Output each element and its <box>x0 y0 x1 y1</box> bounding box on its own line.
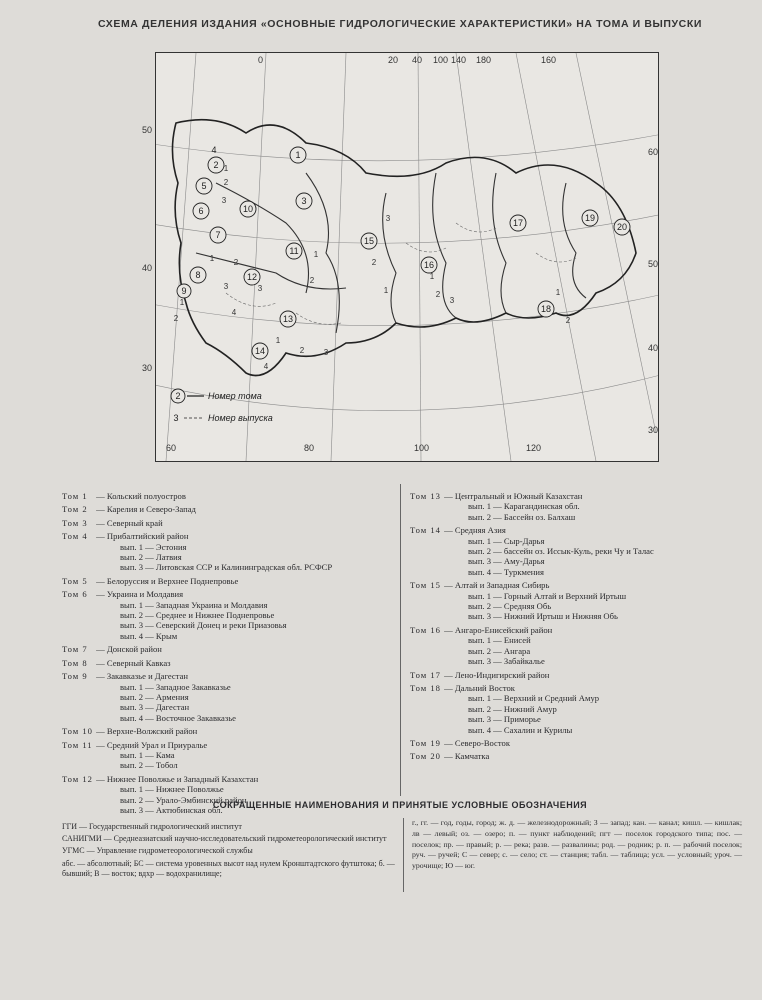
coord-label: 40 <box>412 55 423 65</box>
coord-label: 100 <box>414 443 430 453</box>
issue-mark: 3 <box>221 196 227 205</box>
region-number: 1 <box>295 150 301 160</box>
volume-entry <box>410 738 740 748</box>
volume-number: Том 17 <box>410 669 441 680</box>
coord-label: 50 <box>648 259 659 269</box>
volume-name: Северный край <box>106 517 163 528</box>
dash: — <box>94 531 107 542</box>
volume-entry <box>62 644 392 654</box>
volume-entry <box>410 491 740 501</box>
issue-mark: 1 <box>209 254 215 263</box>
coord-label: 120 <box>526 443 542 453</box>
region-number: 6 <box>198 206 204 216</box>
volume-entry <box>62 518 392 528</box>
coord-label: 160 <box>541 55 557 65</box>
issue-entry: вып. 3 — Приморье <box>468 714 541 725</box>
volume-number: Том 11 <box>62 739 93 750</box>
volume-number: Том 10 <box>62 726 93 737</box>
volume-boundary <box>563 183 586 298</box>
issue-entry: вып. 1 — Западное Закавказье <box>120 681 231 692</box>
issue-mark: 2 <box>565 316 571 325</box>
issue-mark: 1 <box>555 288 561 297</box>
volume-boundary <box>383 193 396 323</box>
volume-name: Камчатка <box>454 751 490 762</box>
coord-label: 0 <box>258 55 264 65</box>
region-number: 20 <box>616 222 628 232</box>
column-divider <box>400 484 401 796</box>
region-number: 18 <box>540 304 552 314</box>
dash: — <box>94 504 107 515</box>
issue-mark: 2 <box>233 258 239 267</box>
volume-name: Ангаро-Енисейский район <box>454 624 553 635</box>
volume-number: Том 9 <box>62 671 88 682</box>
map-drawing <box>156 53 658 461</box>
issue-entry: вып. 3 — Аму-Дарья <box>468 556 545 567</box>
volume-name: Верхне-Волжский район <box>106 726 198 737</box>
abbreviation-entry: САНИГМИ — Среднеазиатский научно-исследовательский гидрометеорологический институт <box>62 834 387 844</box>
issue-entry: вып. 1 — Западная Украина и Молдавия <box>120 599 268 610</box>
volume-entry <box>410 683 740 693</box>
volume-number: Том 18 <box>410 682 441 693</box>
coord-label: 20 <box>388 55 399 65</box>
volume-number: Том 4 <box>62 531 88 542</box>
legend-issue-sample: 3 <box>173 413 179 423</box>
issue-mark: 1 <box>179 298 185 307</box>
volume-number: Том 13 <box>410 491 441 501</box>
volume-number: Том 7 <box>62 644 88 655</box>
dash: — <box>94 726 107 737</box>
issue-entry: вып. 4 — Туркмения <box>468 566 544 577</box>
issue-entry: вып. 3 — Литовская ССР и Калининградская обл. РСФСР <box>120 562 333 573</box>
volume-entry <box>410 670 740 680</box>
meridian-line <box>516 53 596 461</box>
volume-entry <box>62 491 392 501</box>
volume-entry <box>410 625 740 635</box>
region-number: 3 <box>301 196 307 206</box>
country-border <box>172 120 636 376</box>
meridian-line <box>576 53 659 435</box>
volume-name: Карелия и Северо-Запад <box>106 504 196 515</box>
coord-label: 50 <box>142 125 153 135</box>
abbreviation-entry: ГГИ — Государственный гидрологический институт <box>62 822 242 831</box>
map-legend <box>171 389 273 423</box>
dash: — <box>442 669 455 680</box>
column-divider <box>403 818 404 892</box>
dash: — <box>94 575 107 586</box>
region-number: 2 <box>213 160 219 170</box>
issue-entry: вып. 3 — Актюбинская обл. <box>120 804 223 815</box>
issue-entry: вып. 2 — Армения <box>120 691 189 702</box>
issue-boundary <box>226 293 276 306</box>
region-number: 13 <box>282 314 294 324</box>
region-number: 9 <box>181 286 187 296</box>
issue-entry: вып. 2 — Тобол <box>120 760 178 771</box>
issue-mark: 1 <box>275 336 281 345</box>
volume-entry <box>410 580 740 590</box>
issue-mark: 2 <box>435 290 441 299</box>
issue-entry: вып. 1 — Кама <box>120 749 175 760</box>
region-number: 4 <box>211 145 217 155</box>
issue-boundary <box>296 313 341 324</box>
coord-label: 100 <box>433 55 449 65</box>
volume-number: Том 1 <box>62 491 88 501</box>
volume-boundary <box>493 173 506 313</box>
dash: — <box>442 525 455 536</box>
volume-index-right <box>410 488 740 762</box>
volume-name: Северный Кавказ <box>106 657 171 668</box>
volume-index-left <box>62 488 392 815</box>
volume-entry <box>410 525 740 535</box>
issue-entry: вып. 2 — Латвия <box>120 552 182 563</box>
issue-entry: вып. 4 — Сахалин и Курилы <box>468 724 573 735</box>
issue-mark: 4 <box>231 308 237 317</box>
issue-entry: вып. 2 — Урало-Эмбинский район <box>120 794 247 805</box>
issue-mark: 2 <box>299 346 305 355</box>
region-number: 11 <box>289 246 299 256</box>
volume-entry <box>62 740 392 750</box>
legend-volume-sample: 2 <box>175 391 181 401</box>
meridian-line <box>418 53 421 461</box>
abbreviations-title: СОКРАЩЕННЫЕ НАИМЕНОВАНИЯ И ПРИНЯТЫЕ УСЛОВНЫЕ ОБОЗНАЧЕНИЯ <box>212 800 588 810</box>
issue-mark: 1 <box>429 272 435 281</box>
region-number: 15 <box>363 236 375 246</box>
coord-label: 180 <box>476 55 492 65</box>
volume-entry <box>410 751 740 761</box>
volume-entry <box>62 671 392 681</box>
coord-label: 30 <box>648 425 659 435</box>
legend-volume-label: Номер тома <box>208 391 262 401</box>
volume-name: Прибалтийский район <box>106 531 189 542</box>
issue-entry: вып. 4 — Восточное Закавказье <box>120 712 236 723</box>
coord-label: 60 <box>166 443 177 453</box>
issue-entry: вып. 1 — Верхний и Средний Амур <box>468 693 600 704</box>
volume-number: Том 2 <box>62 504 88 515</box>
volume-boundary <box>196 253 346 289</box>
issue-mark: 3 <box>385 214 391 223</box>
dash: — <box>442 737 455 748</box>
volume-name: Украина и Молдавия <box>106 589 184 600</box>
volume-name: Северо-Восток <box>454 737 510 748</box>
volume-name: Центральный и Южный Казахстан <box>454 491 583 501</box>
dash: — <box>94 739 107 750</box>
dash: — <box>94 589 107 600</box>
issue-mark: 3 <box>257 284 263 293</box>
abbreviation-entry: УГМС — Управление гидрометеорологической службы <box>62 846 253 856</box>
volume-name: Средняя Азия <box>454 525 506 536</box>
abbreviations-left <box>62 822 397 881</box>
dash: — <box>442 682 455 693</box>
coord-label: 40 <box>142 263 153 273</box>
volume-number: Том 12 <box>62 773 93 784</box>
region-number: 19 <box>584 213 596 223</box>
volume-entry <box>62 531 392 541</box>
issue-entry: вып. 2 — Ангара <box>468 645 531 656</box>
dash: — <box>442 624 455 635</box>
meridian-line <box>331 53 346 461</box>
volume-name: Белоруссия и Верхнее Поднепровье <box>106 575 239 586</box>
region-number: 5 <box>201 181 207 191</box>
coord-label: 30 <box>142 363 153 373</box>
volume-name: Закавказье и Дагестан <box>106 671 189 682</box>
issue-entry: вып. 3 — Забайкалье <box>468 656 545 667</box>
volume-name: Алтай и Западная Сибирь <box>454 580 550 591</box>
page-title: СХЕМА ДЕЛЕНИЯ ИЗДАНИЯ «ОСНОВНЫЕ ГИДРОЛОГИЧЕСКИЕ ХАРАКТЕРИСТИКИ» НА ТОМА И ВЫПУСКИ <box>97 18 703 30</box>
volume-name: Кольский полуостров <box>106 491 186 501</box>
issue-entry: вып. 4 — Крым <box>120 630 178 641</box>
issue-entry: вып. 1 — Сыр-Дарья <box>468 535 545 546</box>
region-number: 12 <box>246 272 258 282</box>
volume-entry <box>62 658 392 668</box>
dash: — <box>442 491 455 501</box>
dash: — <box>94 671 107 682</box>
volume-number: Том 3 <box>62 517 88 528</box>
dash: — <box>94 644 107 655</box>
issue-entry: вып. 1 — Эстония <box>120 541 187 552</box>
volume-name: Нижнее Поволжье и Западный Казахстан <box>106 773 259 784</box>
issue-entry: вып. 3 — Северский Донец и реки Приазовья <box>120 620 287 631</box>
issue-mark: 1 <box>383 286 389 295</box>
legend-issue-label: Номер выпуска <box>208 413 273 423</box>
issue-entry: вып. 2 — Нижний Амур <box>468 703 557 714</box>
volume-number: Том 8 <box>62 657 88 668</box>
volume-number: Том 14 <box>410 525 441 536</box>
volume-name: Донской район <box>106 644 162 655</box>
volume-number: Том 5 <box>62 575 88 586</box>
dash: — <box>442 751 455 762</box>
coord-label: 80 <box>304 443 315 453</box>
issue-entry: вып. 3 — Нижний Иртыш и Нижняя Обь <box>468 611 618 622</box>
issue-entry: вып. 2 — Средняя Обь <box>468 601 552 612</box>
dash: — <box>94 657 107 668</box>
parallel-line <box>156 133 658 161</box>
volume-number: Том 19 <box>410 737 441 748</box>
dash: — <box>94 491 107 501</box>
issue-mark: 3 <box>449 296 455 305</box>
region-number: 16 <box>423 260 435 270</box>
issue-entry: вып. 1 — Карагандинская обл. <box>468 501 580 512</box>
volume-number: Том 20 <box>410 751 441 762</box>
issue-mark: 4 <box>263 362 269 371</box>
volume-number: Том 15 <box>410 580 441 591</box>
abbreviation-entry: абс. — абсолютный; БС — система уровенных высот над нулем Кронштадтского футштока; б. — бывший; В — восток; вдхр — водохранилище; <box>62 858 395 878</box>
region-number: 10 <box>242 204 254 214</box>
volume-entry <box>62 576 392 586</box>
issue-mark: 2 <box>173 314 179 323</box>
abbreviations-right: г., гг. — год, годы, город; ж. д. — железнодорожный; З — запад; кан. — канал; кишл. — кишлак; лв — левый; оз. — озеро; п. — пункт наблюдений; пгт — поселок городского типа; пос. — поселок; пр. — правый; р. — река; разв. — развалины; род. — родник; р. п. — рабочий поселок; руч. — ручей; С — север; с. — село; ст. — станция; табл. — таблица; усл. — условный; уроч. — урочище; Ю — юг. <box>412 818 742 871</box>
region-number: 7 <box>215 230 221 240</box>
dash: — <box>442 580 455 591</box>
coord-label: 140 <box>451 55 467 65</box>
issue-mark: 2 <box>223 178 229 187</box>
coord-label: 40 <box>648 343 659 353</box>
volume-entry <box>62 589 392 599</box>
ussr-map <box>142 52 659 462</box>
issue-entry: вып. 1 — Нижнее Поволжье <box>120 784 224 795</box>
issue-entry: вып. 1 — Енисей <box>468 635 531 646</box>
issue-entry: вып. 2 — бассейн оз. Иссык-Куль, реки Чу и Талас <box>468 546 654 557</box>
issue-entry: вып. 2 — Среднее и Нижнее Поднепровье <box>120 610 275 621</box>
issue-mark: 3 <box>323 348 329 357</box>
volume-number: Том 6 <box>62 589 88 600</box>
volume-entry <box>62 504 392 514</box>
issue-mark: 3 <box>223 282 229 291</box>
coord-label: 60 <box>648 147 659 157</box>
issue-mark: 1 <box>313 250 319 259</box>
region-number: 17 <box>512 218 524 228</box>
issue-mark: 2 <box>371 258 377 267</box>
dash: — <box>94 517 107 528</box>
volume-entry <box>62 726 392 736</box>
issue-entry: вып. 1 — Горный Алтай и Верхний Иртыш <box>468 590 627 601</box>
dash: — <box>94 773 107 784</box>
volume-name: Лено-Индигирский район <box>454 669 550 680</box>
issue-entry: вып. 3 — Дагестан <box>120 702 190 713</box>
issue-mark: 2 <box>309 276 315 285</box>
issue-mark: 1 <box>223 164 229 173</box>
volume-number: Том 16 <box>410 624 441 635</box>
region-number: 8 <box>195 270 201 280</box>
volume-name: Средний Урал и Приуралье <box>106 739 208 750</box>
volume-entry <box>62 774 392 784</box>
region-number: 14 <box>254 346 266 356</box>
issue-entry: вып. 2 — Бассейн оз. Балхаш <box>468 511 576 522</box>
volume-name: Дальний Восток <box>454 682 515 693</box>
issue-boundary <box>456 223 496 232</box>
